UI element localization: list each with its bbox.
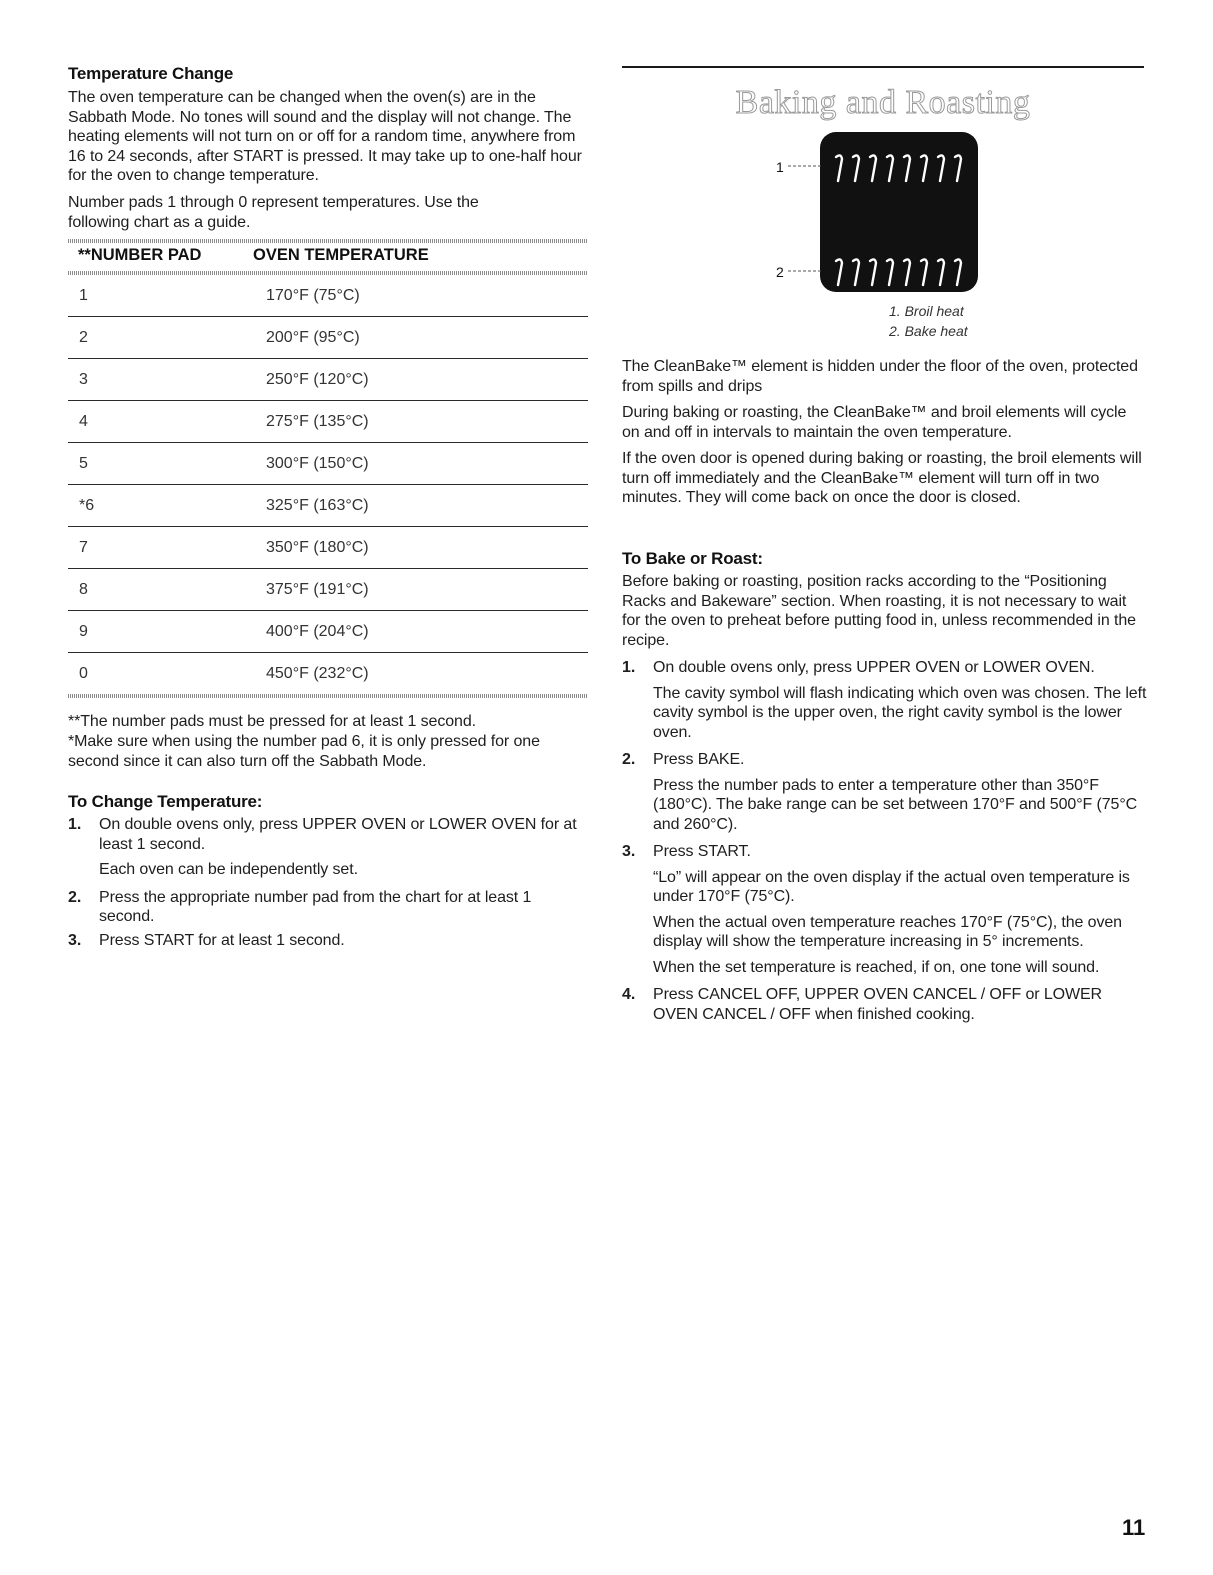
page-number: 11 [1122,1515,1146,1540]
number-pad-cell: 4 [79,412,88,430]
note-pad-six: *Make sure when using the number pad 6, it is only pressed for one second since it can also turn off the Sabbath Mode. [68,733,540,770]
caption-broil-heat: 1. Broil heat [889,303,964,319]
change-temperature-steps [68,815,588,950]
section-rule [622,66,1144,68]
step-text: On double ovens only, press UPPER OVEN or LOWER OVEN. [653,659,1095,676]
number-pad-cell: 5 [79,454,88,472]
table-row [68,611,588,653]
step-text: Press CANCEL OFF, UPPER OVEN CANCEL / OFF or LOWER OVEN CANCEL / OFF when finished cooking. [653,986,1103,1023]
step-subtext: “Lo” will appear on the oven display if the actual oven temperature is under 170°F (75°C). [653,868,1130,905]
step-number: 3. [68,931,82,949]
oven-cavity-shape [820,132,978,292]
step-text: On double ovens only, press UPPER OVEN or LOWER OVEN for at least 1 second. [99,816,577,853]
callout-1-label: 1 [776,159,784,175]
oven-temperature-cell: 400°F (204°C) [266,622,369,640]
temperature-change-intro: The oven temperature can be changed when the oven(s) are in the Sabbath Mode. No tones will sound and the display will not change. The heating elements will not turn on or off for a random time, anywhere from 16 to 24 seconds, after START is pressed. It may take up to one-half hour for the oven to change temperature. [68,89,582,184]
header-oven-temperature: OVEN TEMPERATURE [253,245,429,264]
step-number: 3. [622,843,636,860]
callout-2-label: 2 [776,264,784,280]
step-number: 4. [622,986,636,1003]
table-row [68,359,588,401]
step-number: 1. [68,816,82,833]
table-row [68,401,588,443]
oven-temperature-cell: 350°F (180°C) [266,538,369,556]
cleanbake-paragraph: The CleanBake™ element is hidden under the floor of the oven, protected from spills and drips [622,358,1138,395]
table-header [68,243,588,267]
number-pad-cell: 2 [79,328,88,346]
step-text: Press the appropriate number pad from the chart for at least 1 second. [99,888,532,925]
step-subtext: When the actual oven temperature reaches 170°F (75°C), the oven display will show the temperature increasing in 5° increments. [653,913,1122,950]
step-subtext: When the set temperature is reached, if on, one tone will sound. [653,958,1100,976]
list-item [622,750,1147,834]
number-pad-cell: 8 [79,580,88,598]
caption-bake-heat: 2. Bake heat [889,323,968,339]
table-bottom-border [68,694,588,698]
oven-temperature-cell: 375°F (191°C) [266,580,369,598]
list-item [622,985,1147,1024]
door-open-paragraph: If the oven door is opened during baking or roasting, the broil elements will turn off immediately and the CleanBake™ element will turn off in two minutes. They will come back on once the door is closed. [622,450,1142,506]
number-pad-cell: 9 [79,622,88,640]
number-pad-cell: *6 [79,496,95,514]
oven-temperature-cell: 300°F (150°C) [266,454,369,472]
step-text: Press START. [653,843,751,860]
change-temperature-heading: To Change Temperature: [68,792,263,811]
step-number: 2. [622,751,636,768]
step-subtext: Press the number pads to enter a temperature other than 350°F (180°C). The bake range can be set between 170°F and 500°F (75°C and 260°C). [653,776,1138,833]
table-row [68,485,588,527]
table-row [68,317,588,359]
temperature-change-heading: Temperature Change [68,64,234,83]
list-item [68,815,588,880]
oven-temperature-cell: 450°F (232°C) [266,664,369,682]
table-row [68,527,588,569]
number-pad-cell: 1 [79,286,88,304]
step-number: 2. [68,888,82,906]
oven-heat-figure [772,130,1012,345]
list-item [68,931,588,951]
table-row [68,653,588,694]
bake-roast-heading: To Bake or Roast: [622,549,763,568]
step-subtext: Each oven can be independently set. [99,861,358,878]
right-column [622,0,1147,1200]
step-number: 1. [622,659,636,676]
list-item [622,658,1147,742]
oven-temperature-cell: 325°F (163°C) [266,496,369,514]
section-title: Baking and Roasting [735,84,1031,121]
oven-temperature-cell: 170°F (75°C) [266,286,360,304]
oven-temperature-cell: 250°F (120°C) [266,370,369,388]
note-number-pads: **The number pads must be pressed for at least 1 second. [68,713,476,730]
oven-temperature-cell: 200°F (95°C) [266,328,360,346]
table-body [68,275,588,694]
step-text: Press BAKE. [653,751,745,768]
step-subtext: The cavity symbol will flash indicating which oven was chosen. The left cavity symbol is the upper oven, the right cavity symbol is the lower oven. [653,684,1147,741]
cycling-paragraph: During baking or roasting, the CleanBake™ and broil elements will cycle on and off in intervals to maintain the oven temperature. [622,404,1127,441]
number-pad-cell: 0 [79,664,88,682]
bake-roast-steps [622,658,1147,1024]
number-pad-cell: 3 [79,370,88,388]
number-pad-cell: 7 [79,538,88,556]
table-row [68,569,588,611]
temperature-table [68,239,588,698]
header-number-pad: **NUMBER PAD [78,245,202,264]
table-row [68,443,588,485]
list-item [68,888,588,927]
table-row [68,275,588,317]
list-item [622,842,1147,977]
step-text: Press START for at least 1 second. [99,931,345,949]
chart-intro: Number pads 1 through 0 represent temperatures. Use the following chart as a guide. [68,194,479,231]
oven-temperature-cell: 275°F (135°C) [266,412,369,430]
bake-roast-intro: Before baking or roasting, position racks according to the “Positioning Racks and Bakeware” section. When roasting, it is not necessary to wait for the oven to preheat before putting food in, unless recommended in the recipe. [622,573,1136,649]
